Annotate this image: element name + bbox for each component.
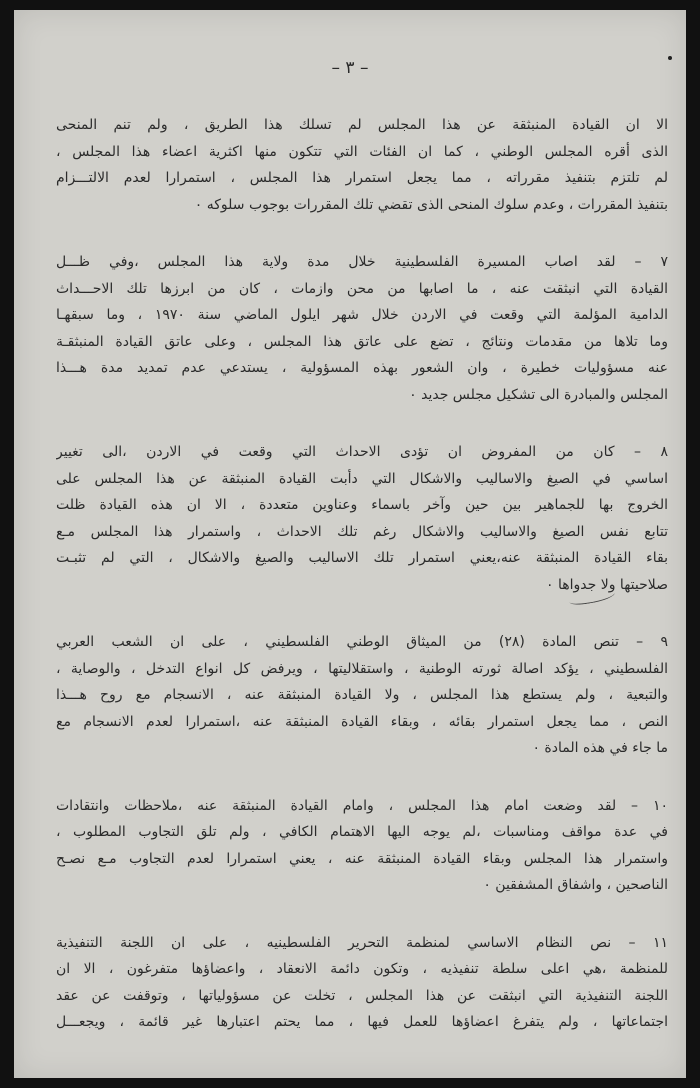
text-line: ٨ – كان من المفروض ان تؤدى الاحداث التي وقعت في الاردن ،الى تغيير [56, 444, 668, 460]
text-line: صلاحيتها ولا جدواها ٠ [546, 576, 668, 593]
text-line: ١٠ – لقد وضعت امام هذا المجلس ، وامام القيادة المنبثقة عنه ،ملاحظات وانتقادات [56, 797, 668, 814]
paragraph-11 [56, 930, 668, 1036]
text-line: الخروج بها للجماهير بين حين وآخر باسماء وعناوين متعددة ، الا ان هذه القيادة ظلت [56, 497, 668, 513]
text-line: وما تلاها من مقدمات ونتائج ، تضع على عاتق هذا المجلس ، وعلى عاتق القيادة المنبثقـة [56, 333, 668, 350]
text-line: بقاء القيادة المنبثقة عنه،يعني استمرار تلك الاساليب والصيغ والاشكال ، التي لم تثبـت [56, 550, 668, 566]
text-line: الفلسطيني ، يؤكد اصالة ثورته الوطنية ، واستقلاليتها ، ويرفض كل انواع التدخل ، والوصاية ، [56, 660, 668, 677]
text-line: القيادة التي انبثقت عنه ، ما اصابها من محن وازمات ، كان من ابرزها تلك الاحـــداث [56, 280, 668, 297]
text-line: تتابع نفس الصيغ والاساليب والاشكال رغم تلك الاحداث ، واستمرار هذا المجلس مـع [56, 523, 668, 540]
text-line: الذى أقره المجلس الوطني ، كما ان الفئات التي تتكون منها اكثرية اعضاء هذا المجلس ، [56, 143, 668, 160]
page-number: – ٣ – [331, 58, 369, 78]
text-line: ١١ – نص النظام الاساسي لمنظمة التحرير الفلسطينيه ، على ان اللجنة التنفيذية [56, 934, 668, 951]
text-line: ٩ – تنص المادة (٢٨) من الميثاق الوطني الفلسطيني ، على ان الشعب العربي [56, 634, 668, 650]
paragraph-9 [56, 629, 668, 762]
text-line: ٧ – لقد اصاب المسيرة الفلسطينية خلال مدة ولاية هذا المجلس ،وفي ظـــل [56, 254, 668, 270]
paragraph-intro [56, 112, 668, 218]
text-line: بتنفيذ المقررات ، وعدم سلوك المنحى الذى تقضي تلك المقررات بوجوب سلوكه ٠ [194, 196, 668, 213]
text-line: واستمرار هذا المجلس وبقاء القيادة المنبثقة عنه ، يعني استمرارا لعدم التجاوب مـع نصـح [56, 850, 668, 867]
text-line: لم تلتزم بتنفيذ مقرراته ، مما يجعل استمرار هذا المجلس ، استمرارا لعدم الالتـــزام [56, 170, 668, 186]
text-line: عنه مسؤوليات خطيرة ، وان الشعور بهذه المسؤولية ، يستدعي عدم تمديد مدة هـــذا [56, 360, 668, 376]
paragraph-10 [56, 793, 668, 899]
text-line: اجتماعاتها ، ولم يتفرغ اعضاؤها للعمل فيها ، مما يحتم اعتبارها غير قائمة ، ويجعـــل [56, 1014, 668, 1030]
text-line: والتبعية ، ولم يستطع هذا المجلس ، ولا القيادة المنبثقة عنه ، الانسجام مع روح هـــذا [56, 687, 668, 703]
paragraph-7 [56, 249, 668, 408]
text-line: ما جاء في هذه المادة ٠ [532, 740, 668, 756]
text-line: في عدة مواقف ومناسبات ،لم يوجه اليها الاهتمام الكافي ، ولم تلق التجاوب المطلوب ، [56, 824, 668, 840]
text-line: الا ان القيادة المنبثقة عن هذا المجلس لم تسلك هذا الطريق ، ولم تنم المنحى [56, 117, 668, 133]
text-line: الدامية المؤلمة التي وقعت في الاردن خلال شهر ايلول الماضي سنة ١٩٧٠ ، وما سبقهـا [56, 307, 668, 323]
text-line: الناصحين ، واشفاق المشفقين ٠ [483, 877, 668, 893]
ink-speck [668, 56, 672, 60]
text-line: النص ، مما يجعل استمرار بقائه ، وبقاء القيادة المنبثقة عنه ،استمرارا لعدم الانسجام مع [56, 713, 668, 730]
text-line: اساسي في الصيغ والاساليب والاشكال التي دأبت القيادة المنبثقة عن هذا المجلس على [56, 470, 668, 487]
document-page [14, 10, 686, 1078]
text-line: اللجنة التنفيذية التي انبثقت عن هذا المجلس ، تخلت عن مسؤولياتها ، وتوقفت عن عقد [56, 987, 668, 1004]
text-line: المجلس والمبادرة الى تشكيل مجلس جديد ٠ [409, 386, 668, 403]
document-body [56, 112, 668, 1067]
text-line: للمنظمة ،هي اعلى سلطة تنفيذيه ، وتكون دائمة الانعقاد ، واعضاؤها متفرغون ، الا ان [56, 961, 668, 977]
paragraph-8 [56, 439, 668, 598]
